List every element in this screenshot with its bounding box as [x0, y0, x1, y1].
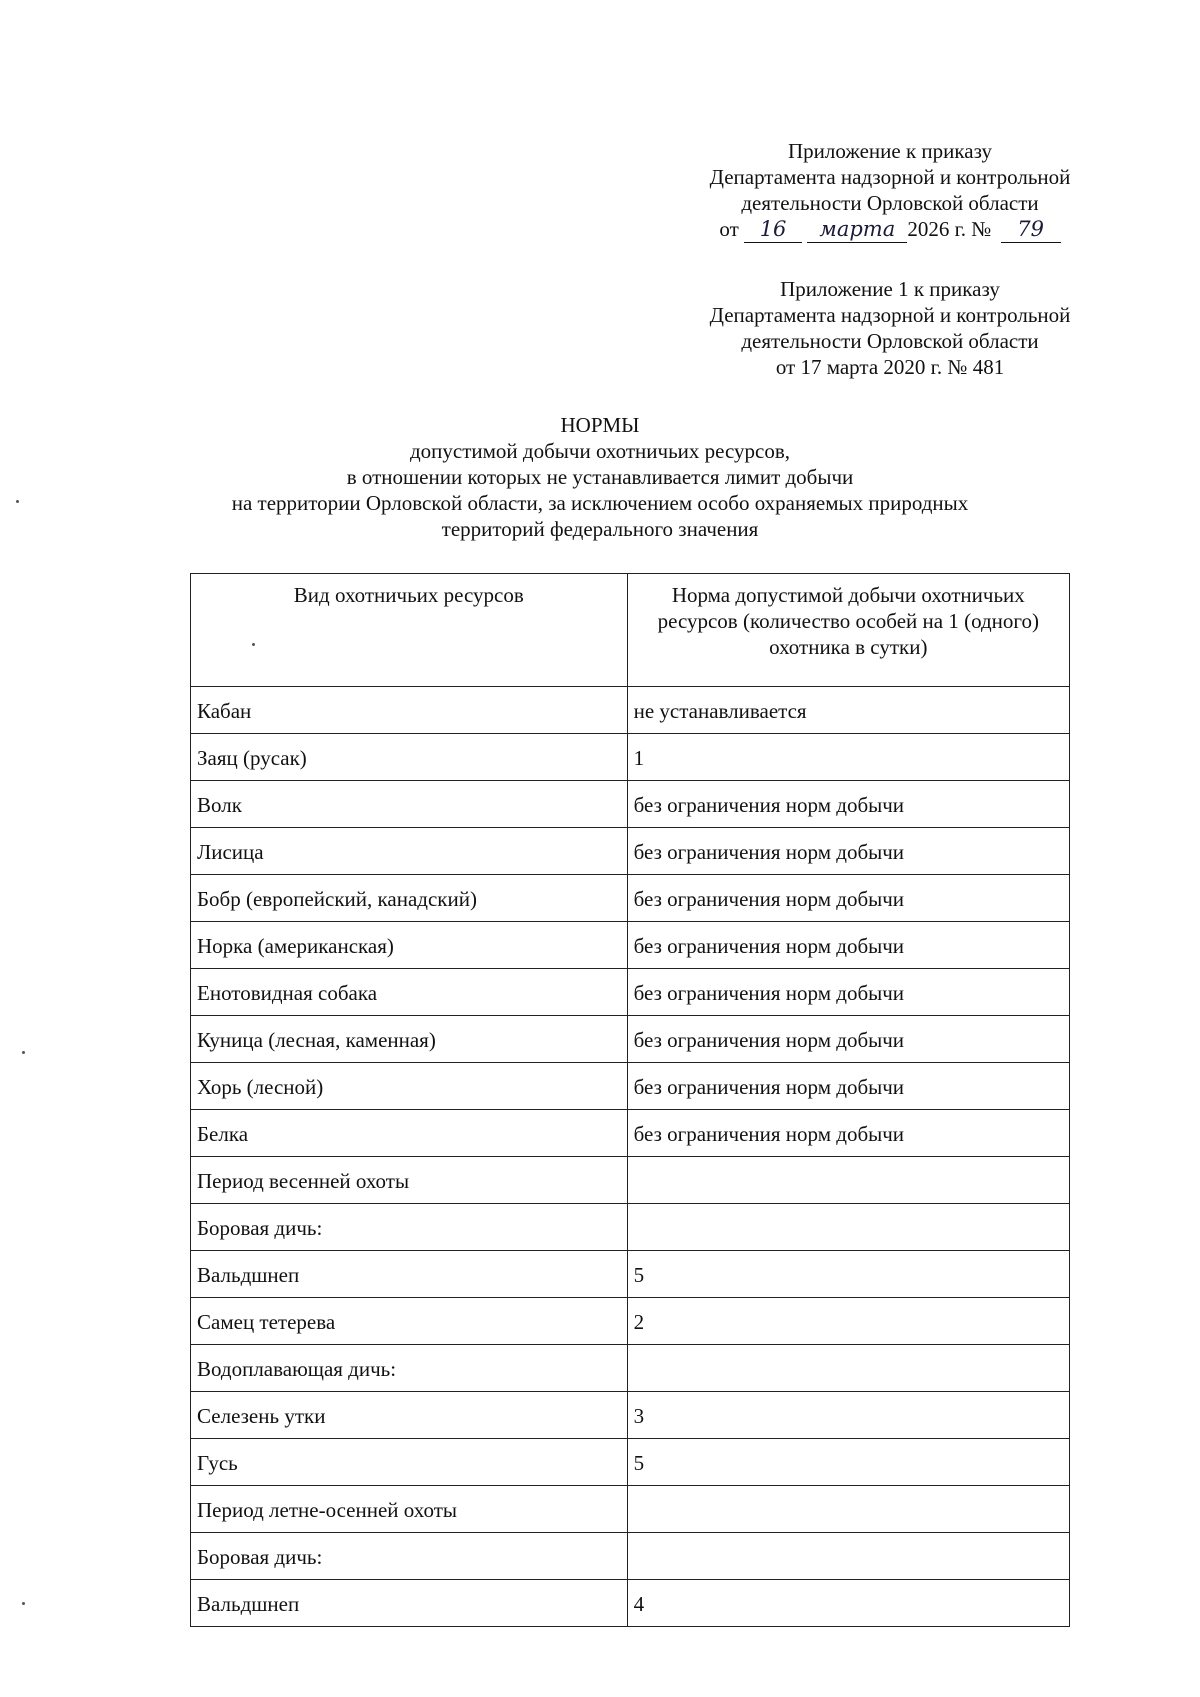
table-row: [191, 1016, 1070, 1063]
resource-name-cell: Гусь: [191, 1439, 628, 1486]
resource-name-cell: Кабан: [191, 687, 628, 734]
date-prefix: от: [719, 217, 739, 241]
handwritten-month: марта: [807, 216, 907, 243]
table-row: [191, 1204, 1070, 1251]
table-row: [191, 1063, 1070, 1110]
table-row: [191, 1580, 1070, 1627]
appendix-current-date: [680, 216, 1100, 243]
table-row: [191, 922, 1070, 969]
table-row: [191, 1251, 1070, 1298]
norm-value-cell: без ограничения норм добычи: [627, 828, 1069, 875]
appendix-previous-line1: Приложение 1 к приказу: [780, 277, 1000, 301]
norm-value-cell: [627, 1204, 1069, 1251]
table-row: [191, 875, 1070, 922]
resource-name-cell: Белка: [191, 1110, 628, 1157]
resource-name-cell: Период летне-осенней охоты: [191, 1486, 628, 1533]
title-line1: допустимой добычи охотничьих ресурсов,: [409, 439, 791, 463]
norm-value-cell: 1: [627, 734, 1069, 781]
scan-speck: [252, 643, 255, 646]
table-row: [191, 1298, 1070, 1345]
appendix-previous-line4: от 17 марта 2020 г. № 481: [775, 355, 1005, 379]
resource-name-cell: Боровая дичь:: [191, 1204, 628, 1251]
norm-value-cell: [627, 1533, 1069, 1580]
norm-value-cell: 4: [627, 1580, 1069, 1627]
header-norm: Норма допустимой добычи охотничьих ресурсов (количество особей на 1 (одного) охотника в сутки): [627, 574, 1069, 687]
title-line2: в отношении которых не устанавливается лимит добычи: [346, 465, 854, 489]
title-line4: территорий федерального значения: [441, 517, 759, 541]
resource-name-cell: Лисица: [191, 828, 628, 875]
appendix-current: [680, 138, 1100, 243]
table-row: [191, 687, 1070, 734]
norm-value-cell: 3: [627, 1392, 1069, 1439]
appendix-previous-line3: деятельности Орловской области: [741, 329, 1039, 353]
resource-name-cell: Период весенней охоты: [191, 1157, 628, 1204]
table-row: [191, 1110, 1070, 1157]
appendix-previous-line2: Департамента надзорной и контрольной: [709, 303, 1071, 327]
resource-name-cell: Заяц (русак): [191, 734, 628, 781]
resource-name-cell: Вальдшнеп: [191, 1251, 628, 1298]
resource-name-cell: Бобр (европейский, канадский): [191, 875, 628, 922]
norm-value-cell: 2: [627, 1298, 1069, 1345]
table-row: [191, 1345, 1070, 1392]
title-line3: на территории Орловской области, за исключением особо охраняемых природных: [231, 491, 969, 515]
resource-name-cell: Енотовидная собака: [191, 969, 628, 1016]
resource-name-cell: Водоплавающая дичь:: [191, 1345, 628, 1392]
norm-value-cell: 5: [627, 1439, 1069, 1486]
handwritten-day: 16: [744, 216, 802, 243]
resource-name-cell: Вальдшнеп: [191, 1580, 628, 1627]
document-title: [180, 412, 1020, 542]
norm-value-cell: без ограничения норм добычи: [627, 969, 1069, 1016]
resource-name-cell: Хорь (лесной): [191, 1063, 628, 1110]
norm-value-cell: без ограничения норм добычи: [627, 922, 1069, 969]
norm-value-cell: [627, 1486, 1069, 1533]
norm-value-cell: не устанавливается: [627, 687, 1069, 734]
norm-value-cell: без ограничения норм добычи: [627, 1063, 1069, 1110]
resource-name-cell: Норка (американская): [191, 922, 628, 969]
norm-value-cell: без ограничения норм добычи: [627, 1110, 1069, 1157]
table-row: [191, 1439, 1070, 1486]
resource-name-cell: Куница (лесная, каменная): [191, 1016, 628, 1063]
appendix-previous: [680, 276, 1100, 380]
table-header-row: [191, 574, 1070, 687]
table-body: [191, 687, 1070, 1627]
norm-value-cell: [627, 1157, 1069, 1204]
handwritten-doc-number: 79: [1001, 216, 1061, 243]
scan-speck: [22, 1051, 25, 1054]
table-row: [191, 1486, 1070, 1533]
scan-speck: [16, 500, 19, 503]
table-row: [191, 781, 1070, 828]
norm-value-cell: без ограничения норм добычи: [627, 875, 1069, 922]
scan-speck: [22, 1602, 25, 1605]
norm-value-cell: без ограничения норм добычи: [627, 781, 1069, 828]
table-row: [191, 969, 1070, 1016]
header-resource-type: Вид охотничьих ресурсов: [191, 574, 628, 687]
appendix-current-line1: Приложение к приказу: [788, 139, 992, 163]
resource-name-cell: Боровая дичь:: [191, 1533, 628, 1580]
title-heading: НОРМЫ: [560, 413, 640, 437]
norm-value-cell: [627, 1345, 1069, 1392]
table-row: [191, 734, 1070, 781]
appendix-current-line2: Департамента надзорной и контрольной: [709, 165, 1071, 189]
table-row: [191, 1533, 1070, 1580]
norm-value-cell: 5: [627, 1251, 1069, 1298]
table-row: [191, 1157, 1070, 1204]
date-year: 2026 г. №: [907, 217, 992, 241]
resource-name-cell: Самец тетерева: [191, 1298, 628, 1345]
table-row: [191, 828, 1070, 875]
appendix-current-line3: деятельности Орловской области: [741, 191, 1039, 215]
resource-name-cell: Селезень утки: [191, 1392, 628, 1439]
norms-table: [190, 573, 1070, 1627]
resource-name-cell: Волк: [191, 781, 628, 828]
table-row: [191, 1392, 1070, 1439]
norm-value-cell: без ограничения норм добычи: [627, 1016, 1069, 1063]
